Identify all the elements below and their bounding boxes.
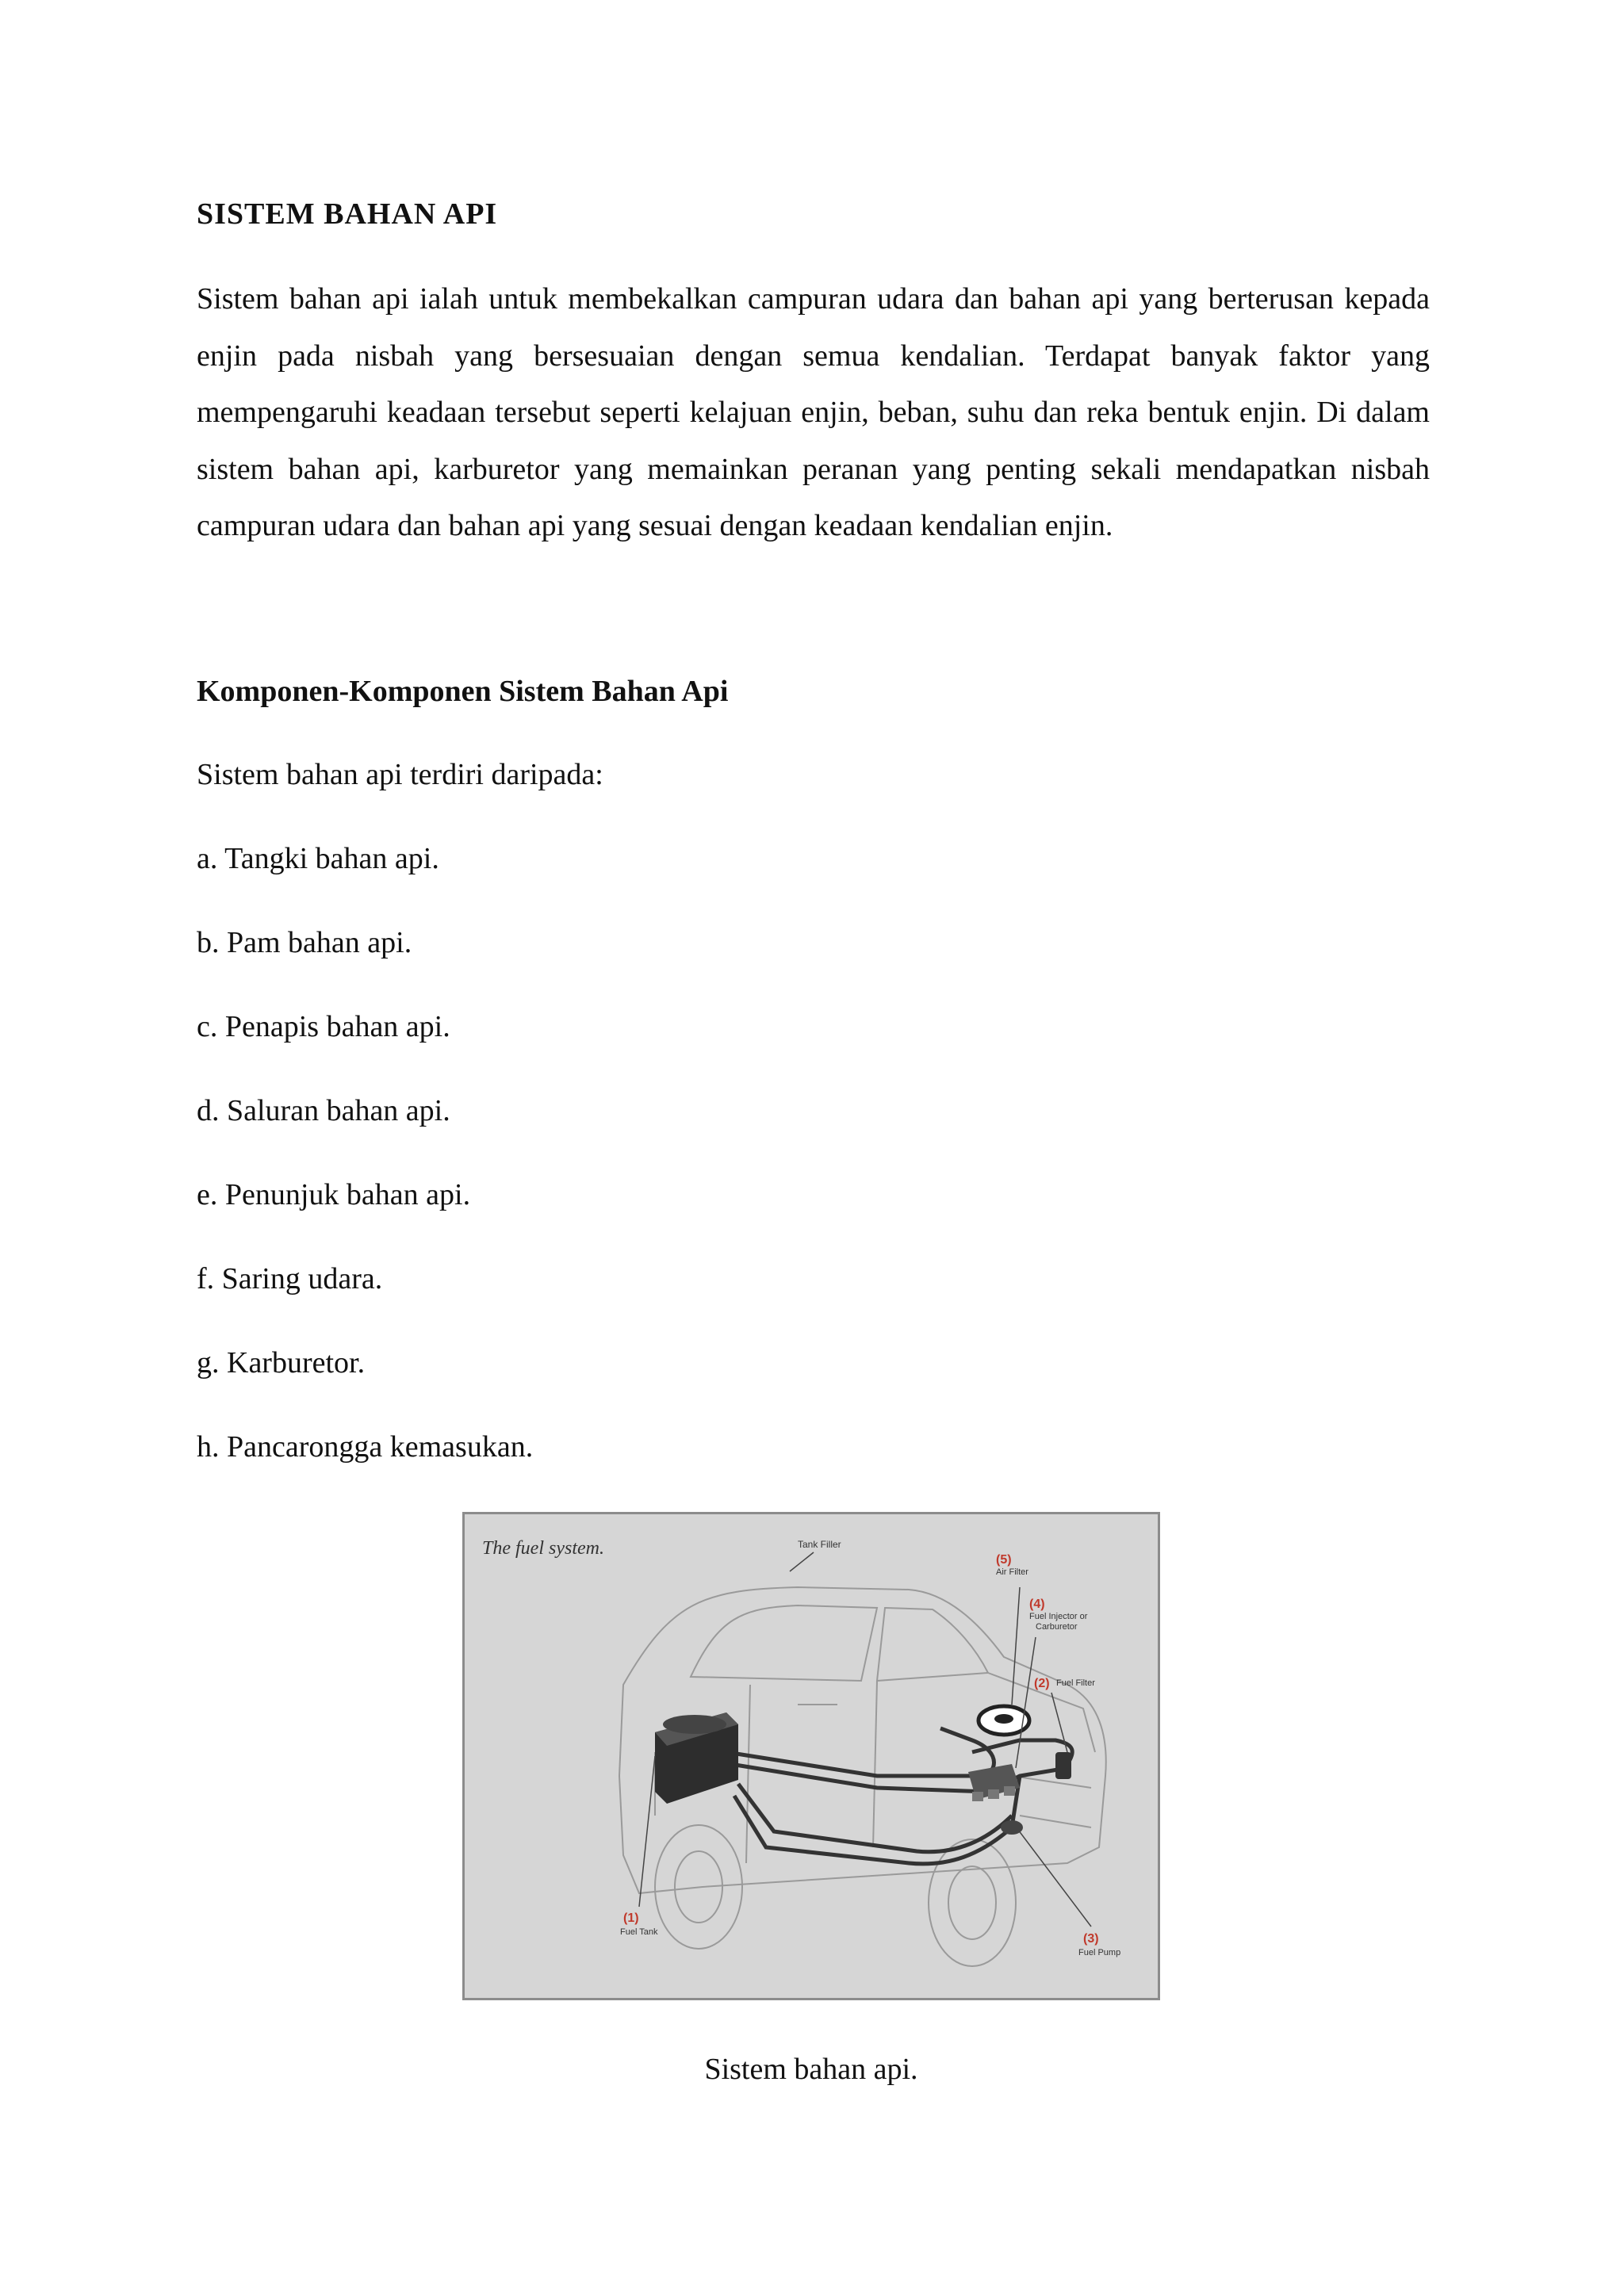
list-item: a. Tangki bahan api.: [197, 842, 439, 875]
carburetor-shape: [968, 1764, 1020, 1801]
figure-caption: Sistem bahan api.: [704, 2053, 918, 2086]
label-fuel-pump: Fuel Pump: [1078, 1948, 1121, 1957]
list-item: g. Karburetor.: [197, 1346, 366, 1380]
list-item: d. Saluran bahan api.: [197, 1094, 450, 1127]
list-item: c. Penapis bahan api.: [197, 1010, 450, 1043]
page-title: SISTEM BAHAN API: [197, 197, 498, 231]
fuel-tank-shape: [655, 1712, 738, 1804]
fuel-system-figure: [462, 1512, 1160, 2000]
label-carburetor: Carburetor: [1036, 1622, 1078, 1632]
fuel-lines: [726, 1728, 1072, 1864]
list-item: b. Pam bahan api.: [197, 926, 412, 959]
label-number-3: (3): [1083, 1932, 1099, 1946]
fuel-filter-shape: [1055, 1752, 1071, 1779]
component-list: [197, 840, 533, 1513]
intro-paragraph: Sistem bahan api ialah untuk membekalkan campuran udara dan bahan api yang berterusan kepada enjin pada nisbah yang bersesuaian dengan semua kendalian. Terdapat banyak faktor yang mempengaruhi keadaan tersebut seperti kelajuan enjin, beban, suhu dan reka bentuk enjin. Di dalam sistem bahan api, karburetor yang memainkan peranan yang penting sekali mendapatkan nisbah campuran udara dan bahan api yang sesuai dengan keadaan kendalian enjin.: [197, 282, 1430, 542]
tank-filler-label: Tank Filler: [798, 1539, 841, 1550]
section-heading: Komponen-Komponen Sistem Bahan Api: [197, 675, 729, 708]
list-item: f. Saring udara.: [197, 1262, 383, 1295]
label-number-4: (4): [1029, 1598, 1045, 1611]
label-injector: Fuel Injector or: [1029, 1612, 1088, 1621]
label-air-filter: Air Filter: [996, 1567, 1028, 1577]
fuel-system-diagram: [465, 1514, 1158, 1998]
list-intro: Sistem bahan api terdiri daripada:: [197, 758, 603, 791]
label-fuel-tank: Fuel Tank: [620, 1927, 658, 1937]
label-number-1: (1): [623, 1911, 639, 1925]
label-fuel-filter: Fuel Filter: [1056, 1678, 1095, 1688]
label-number-5: (5): [996, 1553, 1012, 1567]
label-number-2: (2): [1034, 1677, 1050, 1690]
list-item: h. Pancarongga kemasukan.: [197, 1430, 534, 1464]
figure-title: The fuel system.: [482, 1538, 604, 1559]
list-item: e. Penunjuk bahan api.: [197, 1178, 471, 1211]
